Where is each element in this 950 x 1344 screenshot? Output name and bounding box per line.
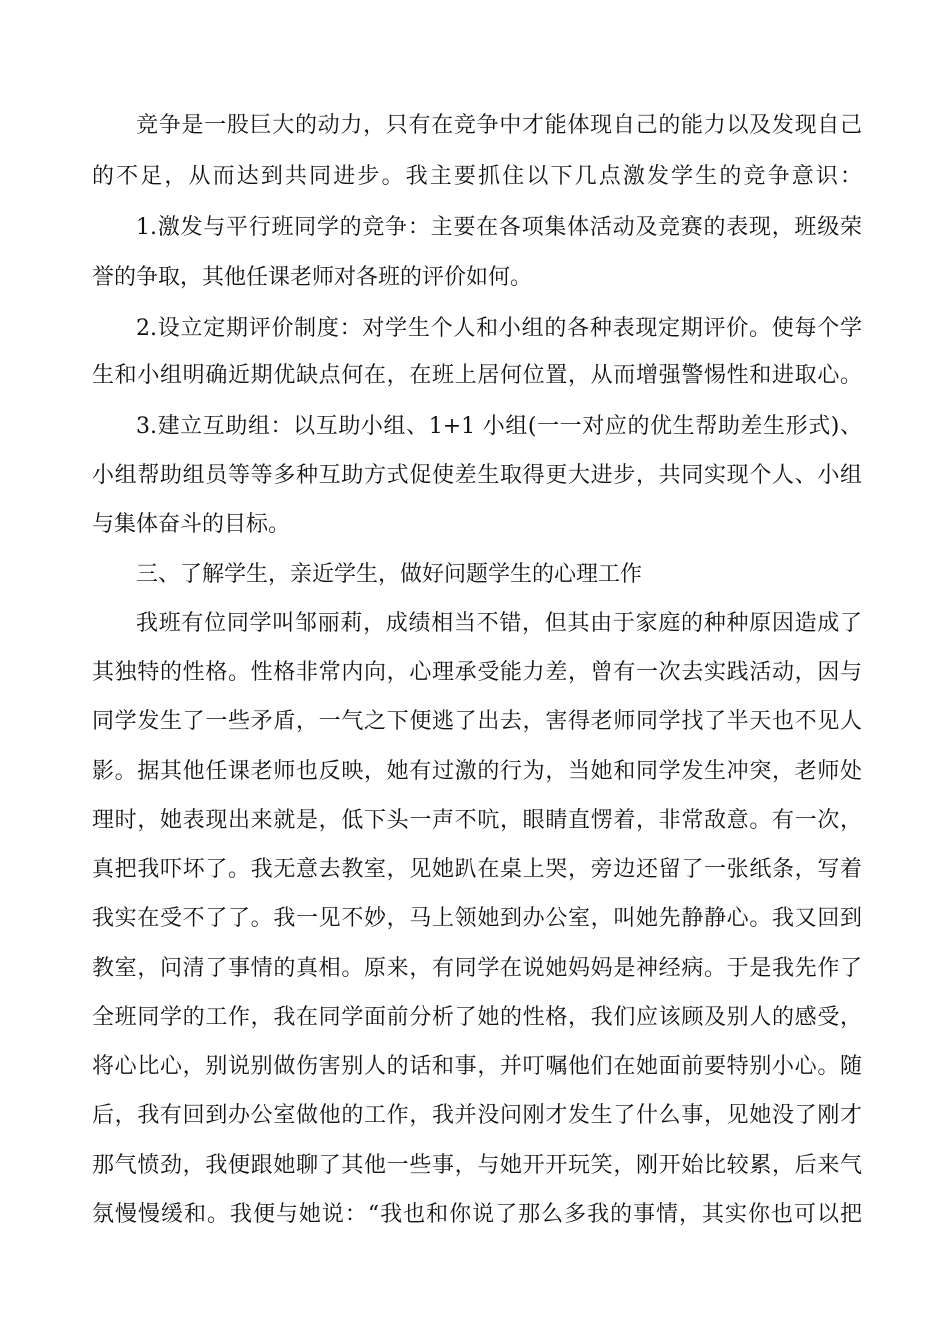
section-heading: 三、了解学生，亲近学生，做好问题学生的心理工作 [136, 562, 643, 587]
text-line-3: 1.激发与平行班同学的竞争：主要在各项集体活动及竞赛的表现，班级荣 [136, 215, 862, 240]
text-line-4: 誉的争取，其他任课老师对各班的评价如何。 [92, 265, 533, 290]
text-line-15: 理时，她表现出来就是，低下头一声不吭，眼睛直愣着，非常敌意。有一次， [92, 808, 862, 833]
text-line-21: 后，我有回到办公室做他的工作，我并没问刚才发生了什么事，见她没了刚才 [92, 1103, 862, 1128]
text-line-16: 真把我吓坏了。我无意去教室，见她趴在桌上哭，旁边还留了一张纸条，写着 [92, 857, 862, 882]
text-line-13: 同学发生了一些矛盾，一气之下便逃了出去，害得老师同学找了半天也不见人 [92, 709, 862, 734]
text-line-18: 教室，问清了事情的真相。原来，有同学在说她妈妈是神经病。于是我先作了 [92, 956, 862, 981]
text-line-1: 竞争是一股巨大的动力，只有在竞争中才能体现自己的能力以及发现自己 [136, 113, 862, 138]
text-line-2: 的不足，从而达到共同进步。我主要抓住以下几点激发学生的竞争意识： [92, 164, 862, 189]
text-line-11: 我班有位同学叫邹丽莉，成绩相当不错，但其由于家庭的种种原因造成了 [136, 611, 862, 636]
text-line-14: 影。据其他任课老师也反映，她有过激的行为，当她和同学发生冲突，老师处 [92, 759, 862, 784]
text-line-9: 与集体奋斗的目标。 [92, 512, 291, 537]
text-line-5: 2.设立定期评价制度：对学生个人和小组的各种表现定期评价。使每个学 [136, 316, 862, 341]
text-line-8: 小组帮助组员等等多种互助方式促使差生取得更大进步，共同实现个人、小组 [92, 463, 862, 488]
text-line-17: 我实在受不了了。我一见不妙，马上领她到办公室，叫她先静静心。我又回到 [92, 906, 862, 931]
text-line-7: 3.建立互助组：以互助小组、1+1 小组(一一对应的优生帮助差生形式)、 [136, 414, 862, 439]
text-line-23: 氛慢慢缓和。我便与她说：“我也和你说了那么多我的事情，其实你也可以把 [92, 1202, 862, 1227]
text-line-20: 将心比心，别说别做伤害别人的话和事，并叮嘱他们在她面前要特别小心。随 [92, 1054, 862, 1079]
text-line-19: 全班同学的工作，我在同学面前分析了她的性格，我们应该顾及别人的感受， [92, 1005, 862, 1030]
text-line-6: 生和小组明确近期优缺点何在，在班上居何位置，从而增强警惕性和进取心。 [92, 363, 862, 388]
text-line-22: 那气愤劲，我便跟她聊了其他一些事，与她开开玩笑，刚开始比较累，后来气 [92, 1153, 862, 1178]
text-line-12: 其独特的性格。性格非常内向，心理承受能力差，曾有一次去实践活动，因与 [92, 660, 862, 685]
